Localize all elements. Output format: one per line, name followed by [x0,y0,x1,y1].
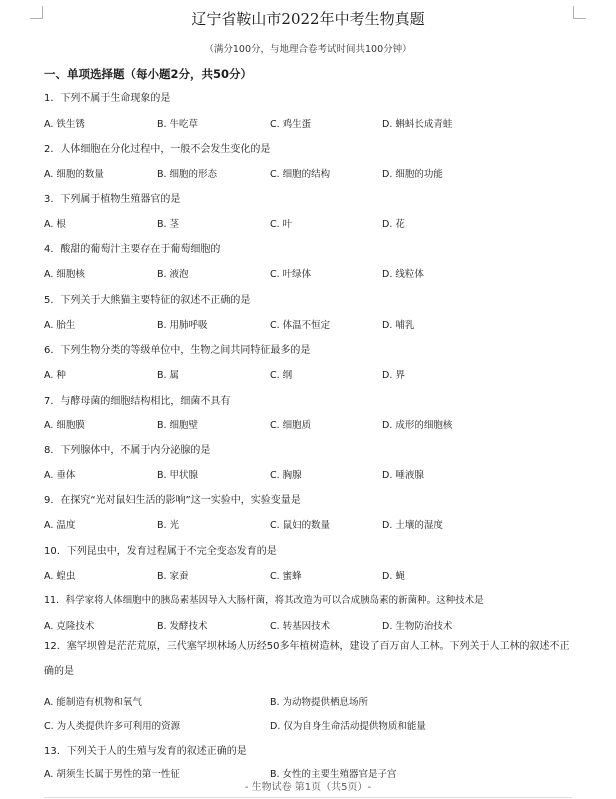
option-b: B. 属 [157,370,180,381]
option-a: A. 胎生 [44,320,76,331]
option-a: A. 铁生锈 [44,119,85,130]
option-b: B. 液泡 [157,269,189,280]
option-d: D. 花 [382,219,405,230]
option-c: C. 蜜蜂 [270,571,302,582]
option-d: D. 仅为自身生命活动提供物质和能量 [270,721,426,732]
option-a: A. 克隆技术 [44,621,95,632]
question-stem: 2．人体细胞在分化过程中，一般不会发生变化的是 [44,144,271,155]
question-stem: 8．下列腺体中，不属于内分泌腺的是 [44,445,211,456]
option-d: D. 细胞的功能 [382,169,443,180]
option-b: B. 家蚕 [157,571,189,582]
question-stem: 6．下列生物分类的等级单位中，生物之间共同特征最多的是 [44,345,311,356]
option-a: A. 蝗虫 [44,571,76,582]
option-a: A. 胡须生长属于男性的第一性征 [44,769,180,780]
option-c: C. 鸡生蛋 [270,119,312,130]
option-d: D. 蝇 [382,571,405,582]
question-stem: 12．塞罕坝曾是茫茫荒原，三代塞罕坝林场人历经50多年植树造林，建设了百万亩人工林。下列关于人工林的叙述不正确的是 [44,641,570,677]
option-d: D. 唾液腺 [382,470,424,481]
question-stem: 13．下列关于人的生殖与发育的叙述正确的是 [44,746,247,757]
section-heading: 一、单项选择题（每小题2分，共50分） [44,67,253,81]
option-a: A. 能制造有机物和氧气 [44,697,142,708]
footer-divider [44,797,572,798]
question-stem: 1．下列不属于生命现象的是 [44,93,171,104]
option-a: A. 温度 [44,520,76,531]
document-title: 辽宁省鞍山市2022年中考生物真题 [191,10,425,28]
option-b: B. 光 [157,520,180,531]
option-a: A. 细胞膜 [44,420,85,431]
option-b: B. 牛吃草 [157,119,199,130]
option-d: D. 土壤的湿度 [382,520,443,531]
option-b: B. 细胞的形态 [157,169,218,180]
question-stem: 11．科学家将人体细胞中的胰岛素基因导入大肠杆菌，将其改造为可以合成胰岛素的新菌种。这种技术是 [44,595,484,606]
option-d: D. 蝌蚪长成青蛙 [382,119,453,130]
option-b: B. 茎 [157,219,180,230]
option-d: D. 生物防治技术 [382,621,453,632]
option-d: D. 线粒体 [382,269,424,280]
option-c: C. 叶绿体 [270,269,312,280]
option-b: B. 女性的主要生殖器官是子宫 [270,769,397,780]
question-stem: 5．下列关于大熊猫主要特征的叙述不正确的是 [44,295,251,306]
option-b: B. 为动物提供栖息场所 [270,697,369,708]
option-b: B. 用肺呼吸 [157,320,208,331]
option-a: A. 垂体 [44,470,76,481]
option-c: C. 纲 [270,370,293,381]
option-c: C. 细胞质 [270,420,312,431]
option-b: B. 细胞壁 [157,420,199,431]
page-footer: - 生物试卷 第1页（共5页）- [244,782,372,793]
question-stem: 4．酸甜的葡萄汁主要存在于葡萄细胞的 [44,244,221,255]
question-stem: 10．下列昆虫中，发育过程属于不完全变态发育的是 [44,546,277,557]
question-stem: 3．下列属于植物生殖器官的是 [44,194,181,205]
option-c: C. 细胞的结构 [270,169,331,180]
option-c: C. 为人类提供许多可利用的资源 [44,721,181,732]
option-d: D. 哺乳 [382,320,415,331]
question-stem: 7．与酵母菌的细胞结构相比，细菌不具有 [44,396,231,407]
option-a: A. 种 [44,370,66,381]
option-d: D. 成形的细胞核 [382,420,453,431]
option-c: C. 鼠妇的数量 [270,520,331,531]
option-c: C. 转基因技术 [270,621,331,632]
option-a: A. 根 [44,219,66,230]
option-c: C. 叶 [270,219,293,230]
option-b: B. 发酵技术 [157,621,208,632]
option-d: D. 界 [382,370,405,381]
option-a: A. 细胞核 [44,269,85,280]
question-stem: 9．在探究“光对鼠妇生活的影响”这一实验中，实验变量是 [44,495,301,506]
option-b: B. 甲状腺 [157,470,199,481]
option-c: C. 胸腺 [270,470,302,481]
option-a: A. 细胞的数量 [44,169,104,180]
option-c: C. 体温不恒定 [270,320,331,331]
document-subtitle: （满分100分，与地理合卷考试时间共100分钟） [204,44,412,55]
